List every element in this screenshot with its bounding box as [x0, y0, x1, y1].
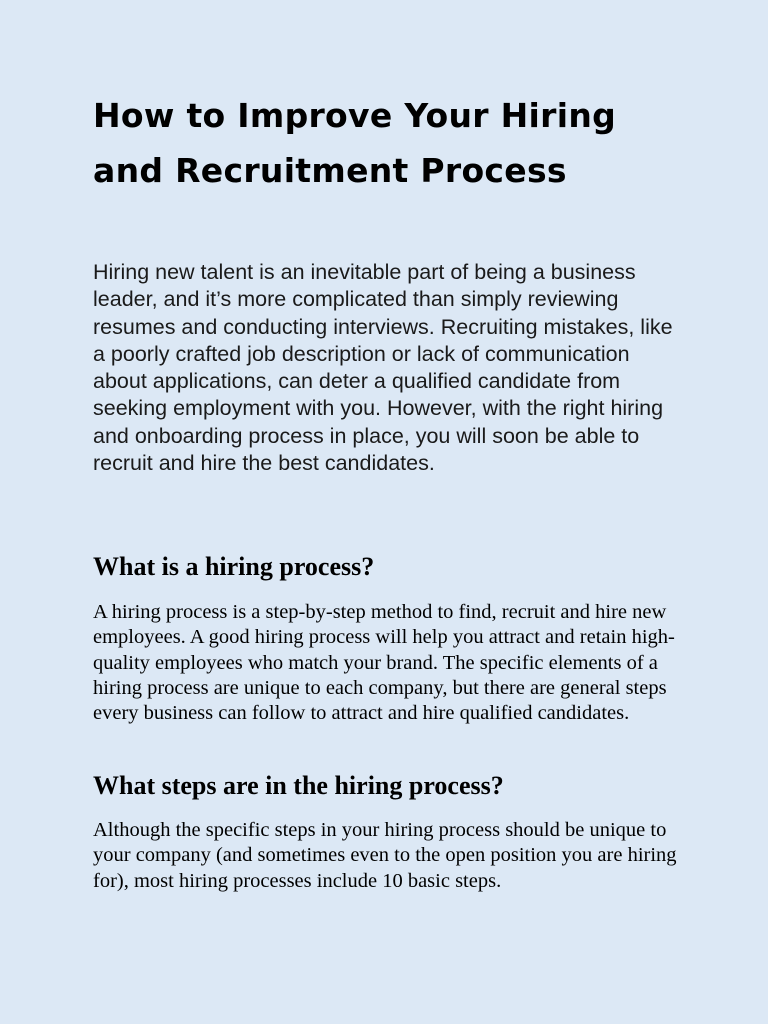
section-heading-what-is-hiring-process: What is a hiring process?: [93, 552, 375, 581]
document-title: How to Improve Your Hiring and Recruitment Process: [93, 96, 617, 190]
section-body-hiring-steps: Although the specific steps in your hiring process should be unique to your company (and sometimes even to the open position you are hiring for), most hiring processes include 10 basic steps.: [93, 819, 677, 892]
section-body-what-is-hiring-process: A hiring process is a step-by-step method to find, recruit and hire new employees. A good hiring process will help you attract and retain high-quality employees who match your brand. The specific elements of a hiring process are unique to each company, but there are general steps every business can follow to attract and hire qualified candidates.: [93, 601, 675, 725]
section-heading-hiring-steps: What steps are in the hiring process?: [93, 771, 504, 800]
intro-paragraph: Hiring new talent is an inevitable part of being a business leader, and it’s more complicated than simply reviewing resumes and conducting interviews. Recruiting mistakes, like a poorly crafted job description or lack of communication about applications, can deter a qualified candidate from seeking employment with you. However, with the right hiring and onboarding process in place, you will soon be able to recruit and hire the best candidates.: [93, 260, 673, 476]
